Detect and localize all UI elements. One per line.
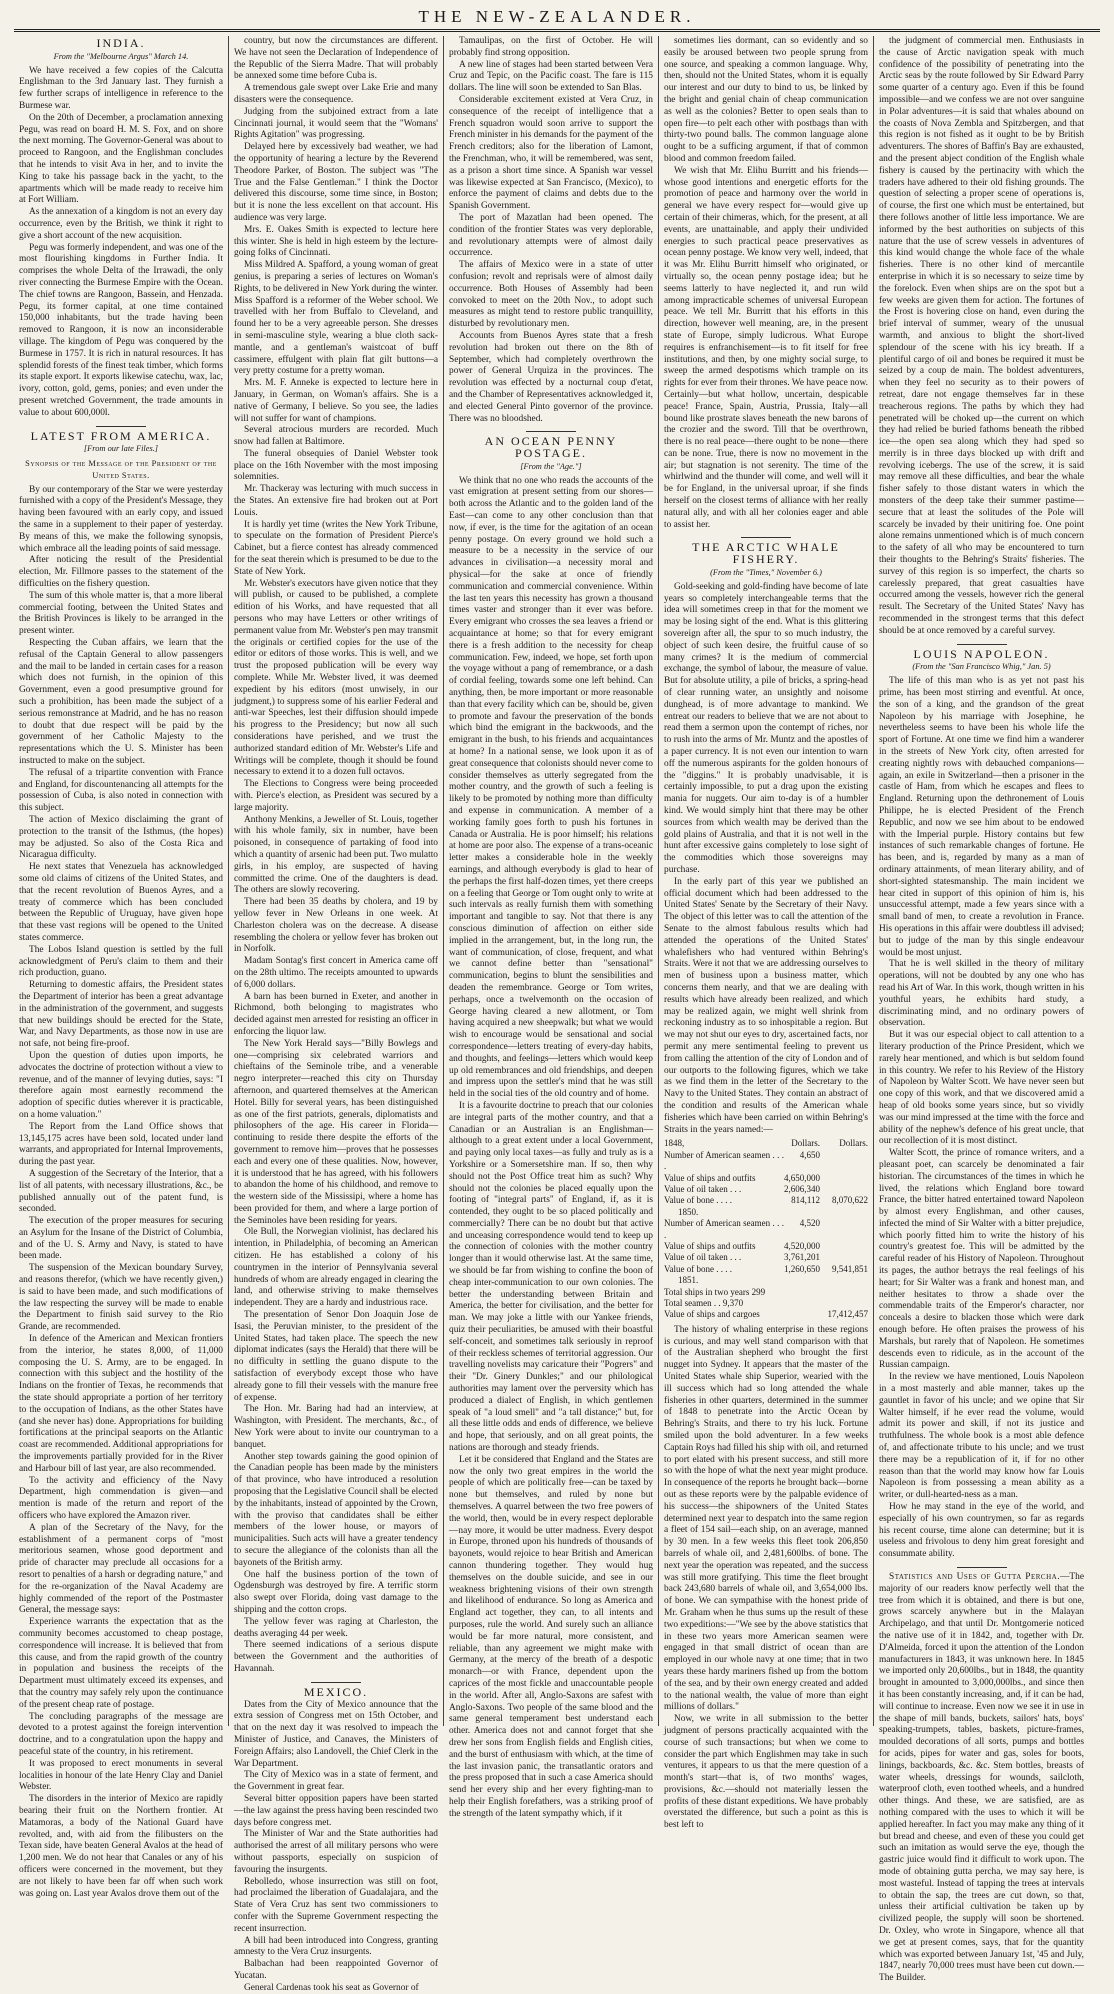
paragraph: country, but now the circumstances are different. We have not seen the Declaration of Independence of the Republic of the Sierra Madre. That will probably be annexed some time before Cuba is.: [234, 36, 438, 82]
america-subhead: Synopsis of the Message of the President of the United States.: [25, 459, 217, 480]
masthead-rule: [14, 29, 1100, 32]
table-cell-label: Value of ships and cargoes: [664, 1309, 760, 1320]
paragraph: Mr. Webster's executors have given notice that they will publish, or caused to be published, a complete edition of his Works, and have requested that all persons who may have Letters or other writings of permanent value from Mr. Webster's pen may transmit the originals or certified copies for the use of the editor or editors of those works. This is well, and we trust the proposed publication will be every way complete. While Mr. Webster lived, it was deemed expedient by his editors (most unwisely, in our judgment,) to suppress some of his earlier Federal and anti-war Speeches, lest their diffusion should impede his progress to the Presidency; but now all such considerations have perished, and we trust the authorized standard edition of Mr. Webster's Life and Writings will be complete, though it should be found necessary to extend it to a dozen full octavos.: [234, 578, 438, 778]
postage-body: [449, 476, 653, 1821]
gutta-paragraph: [879, 1572, 1084, 1985]
table-cell-total: 9,541,851: [832, 1263, 868, 1274]
paragraph: In defence of the American and Mexican frontiers from the interior, he states 8,000, of 11,000 composing the U. S. Army, are to be engaged. In connection with this subject and the hostility of the Indians on the frontier of Texas, he recommends that the state should appropriate a portion of her territory to the occupation of Indians, as the other States have (and she never has) done. Appropriations for building fortifications at the principal seaports on the Atlantic coast are recommended. Additional appropriations for the improvements partially provided for in the River and Harbour bill of last year, are also recommended.: [19, 1334, 223, 1474]
table-rows-1851: [664, 1218, 868, 1275]
india-body: [19, 66, 223, 420]
paragraph: To the activity and efficiency of the Navy Department, high commendation is given—and mention is made of the return and report of the officers who have explored the Amazon river.: [19, 1475, 223, 1522]
paragraph: Miss Mildred A. Spafford, a young woman of great genius, is preparing a series of lectures on Woman's Rights, to be delivered in New York during the winter. Miss Spafford is a reformer of the Weber school. We travelled with her from Buffalo to Cleveland, and found her to be a very agreeable person. She dresses in semi-masculine style, wearing a blue cloth sack-mantle, and a gentleman's waistcoat of buff cassimere, effulgent with plain flat gilt buttons—a very pretty costume for a pretty woman.: [234, 260, 438, 377]
paragraph: The disorders in the interior of Mexico are rapidly bearing their fruit on the Northern frontier. At Matamoras, a body of the National Guard have revolted, and, with aid from the filibusters on the Texan side, have beaten General Avalos at the head of 1,200 men. We do not hear that Canales or any of his officers were concerned in the movement, but they are not likely to have been far off when such work was going on. Last year Avalos drove them out of the: [19, 1794, 223, 1899]
paragraph: Ole Bull, the Norwegian violinist, has declared his intention, in Philadelphia, of becoming an American citizen. He has established a colony of his countrymen in the interior of Pennsylvania several hundreds of whom are already engaged in clearing the land, and otherwise striving to make themselves independent. They are a hardy and industrious race.: [234, 1227, 438, 1309]
table-cell-label: Number of American seamen . . . .: [664, 1149, 784, 1172]
gutta-text: —The majority of our readers know perfectly well that the tree from which it is obtained, and there is but one, grows scarcely anywhere but in the Malayan Archipelago, and that until Dr. Montgomerie noticed the native use of it in 1842, and, together with Dr. D'Almeida, forced it upon the attention of the London manufacturers in 1843, it was unknown here. In 1845 we imported only 20,600lbs., but in 1848, the quantity brought in amounted to 3,000,000lbs., and since then it has been constantly increasing, and, if it can be had, will continue to increase. Even now we see it in use in the shape of mill bands, buckets, sailors' hats, boys' speaking-trumpets, tables, baskets, picture-frames, moulded decorations of all sorts, pumps and bottles for acids, pipes for water and gas, soles for boots, linings, backboards, &c. &c. Stem bottles, breasts of water wheels, dressings for wounds, sailcloth, waterproof cloth, even toothed wheels, and a hundred other things. And these, we are satisfied, are as nothing compared with the uses to which it will be applied hereafter. In fact you may make any thing of it but bread and cheese, and even of these you could get such an imitation as would serve the eye, though the gastric juice would find it difficult to work upon. The mode of obtaining gutta percha, we may say here, is most wasteful. Instead of tapping the trees at intervals to obtain the sap, the trees are cut down, so that, unless their artificial cultivation be taken up by civilized people, the supply will soon be shortened. Dr. Oxley, who wrote in Singapore, whence all that we get at present comes, says, that for the quantity which was exported between January 1st, '45 and July, 1847, nearly 70,000 trees must have been cut down.—The Builder.: [879, 1572, 1084, 1984]
table-dollars-header-2: Dollars.: [839, 1138, 868, 1149]
table-cell-total: 8,070,622: [832, 1195, 868, 1206]
paragraph: One half the business portion of the town of Ogdensburgh was destroyed by fire. A terrific storm also swept over Florida, doing vast damage to the shipping and the cotton crops.: [234, 1569, 438, 1615]
america-body-continued: [234, 36, 438, 1676]
section-divider: [741, 537, 791, 538]
postage-body-continued: [664, 36, 868, 531]
paragraph: The history of whaling enterprise in these regions is curious, and may well stand comparison with that of the Australian shepherd who brought the first nugget into Sydney. It appears that the master of the United States whale ship Superior, wearied with the ill success which had so long attended the whale fisheries in other quarters, determined in the summer of 1848 to penetrate into the Arctic Ocean by Behring's Straits, and there to try his luck. Fortune smiled upon the bold adventurer. In a few weeks Captain Roys had filled his ship with oil, and returned to port elated with his present success, and still more so with the hope of what the next year might produce. In consequence of the reports he brought back—borne out as these reports were by the palpable evidence of his success—the shipowners of the United States determined next year to despatch into the same region a fleet of 154 sail—each ship, on an average, manned by 30 men. In a few weeks this fleet took 206,850 barrels of whale oil, and 2,481,600lbs. of bone. The next year the operation was repeated, and the success was still more gratifying. This time the fleet brought back 243,680 barrels of whale oil, and 3,654,000 lbs. of bone. We can sympathise with the honest pride of Mr. Graham when he thus sums up the result of these two expeditions:—"We see by the above statistics that in these two years more American seamen were engaged in that small district of ocean than are employed in our whole navy at one time; that in two years these hardy mariners fished up from the bottom of the sea, and by their own energy created and added to the national wealth, the value of more than eight millions of dollars.": [664, 1324, 868, 1713]
paragraph: Several atrocious murders are recorded. Much snow had fallen at Baltimore.: [234, 425, 438, 448]
paragraph: Delayed here by excessively bad weather, we had the opportunity of hearing a lecture by the Reverend Theodore Parker, of Boston. The subject was "The True and the False Gentleman." I think the Doctor delivered this discourse, some time since, in Boston; but it is none the less excellent on that account. His audience was very large.: [234, 142, 438, 223]
paragraph: Madam Sontag's first concert in America came off on the 28th ultimo. The receipts amounted to upwards of 6,000 dollars.: [234, 956, 438, 990]
india-title: INDIA.: [96, 36, 146, 50]
paragraph: the judgment of commercial men. Enthusiasts in the cause of Arctic navigation speak with much confidence of the possibility of penetrating into the Arctic seas by the route followed by Sir Edward Parry some quarter of a century ago. Even if this be found impossible—and we confess we are not over sanguine in Polar adventures—it is said that whales abound on the coasts of Nova Zembla and Spitzbergen, and that this region is not fished as it ought to be by British adventurers. The shores of Baffin's Bay are exhausted, and the present abject condition of the English whale fishery is caused by the pertinacity with which the traders have adhered to their old fishing grounds. The question of selecting a proper scene of operations is, of course, the first one which must be entertained, but there follows another of little less importance. We are informed by the best authorities on subjects of this nature that the use of screw vessels in adventures of this kind would change the whole face of the whale fisheries. There is no other kind of mercantile enterprise in which it is so necessary to seize time by the forelock. Even when ships are on the spot but a few weeks are given them for action. The fortunes of the Frost is hovering close on hand, even during the brief interval of summer, weary of the unusual warmth, and anxious to blight the short-lived splendour of the scene with his icy breath. If a plentiful cargo of oil and bones be required it must be seized by a coup de main. The boldest adventurers, when they feel no security as to their powers of retreat, dare not engage themselves far in these treacherous regions. The paths by which they had penetrated will be choked up—the current on which they had relied be buried fathoms beneath the ribbed ice—the open sea along which they had sped so merrily is in three days blocked up with drift and revolving icebergs. The use of the screw, it is said may remove all these difficulties, and bear the whale fisher safely to those distant waters in which the monsters of the deep take their summer pastime—secure that at least the solitudes of the Pole will scarcely be invaded by their unitiring foe. One point alone remains unmentioned which is of much concern to the safety of all who may be encountered to turn their thoughts to the Behring's Straits' fisheries. The survey of this region is so imperfect, the charts so carelessly prepared, that great casualties have occurred among the vessels, however rich the general result. The Secretary of the United States' Navy has recommended in the strongest terms that this defect should be at once removed by a careful survey.: [879, 36, 1084, 636]
paragraph: How he may stand in the eye of the world, and especially of his own countrymen, so far as regards his recent course, time alone can determine; but it is useless and frivolous to deny him great foresight and consummate ability.: [879, 1502, 1084, 1560]
table-row: [664, 1184, 868, 1195]
table-cell-label: Number of American seamen . . . .: [664, 1218, 784, 1240]
paragraph: The New York Herald says—"Billy Bowlegs and one—comprising six celebrated warriors and chieftains of the Seminole tribe, and a venerable negro interpreter—reached this city on Thursday afternoon, and quartered themselves at the American Hotel. Billy for several years, has been distinguished as one of the first patriots, generals, diplomatists and philosophers of the age. His career in Florida—continuing to reside there despite the efforts of the government to remove him—proves that he possesses each and every one of these qualities. Now, however, it is understood that he has agreed, with his followers to abandon the home of his childhood, and remove to the western side of the Mississipi, where a home has been provided for them, and where a large portion of the Seminoles have been residing for years.: [234, 1038, 438, 1226]
paragraph: Respecting the Cuban affairs, we learn that the refusal of the Captain General to allow passengers and the mail to be landed in certain cases for a reason which does not furnish, in the opinion of this Government, even a good presumptive ground for such a prohibition, has been made the subject of a serious remonstrance at Madrid, and he has no reason to doubt that due respect will be paid by the government of her Catholic Majesty to the representations which the U. S. Minister has been instructed to make on the subject.: [19, 638, 223, 767]
table-year-row: [664, 1207, 868, 1218]
paragraph: The Hon. Mr. Baring had had an interview, at Washington, with President. The merchants, &c., of New York were about to invite our countryman to a banquet.: [234, 1404, 438, 1450]
masthead: THE NEW-ZEALANDER.: [418, 7, 696, 26]
america-source: [From our late Files.]: [83, 444, 159, 454]
table-cell-label: Total seamen . . 9,370: [664, 1298, 744, 1308]
paragraph: Mrs. E. Oakes Smith is expected to lecture here this winter. She is held in high esteem by the lecture-going folks of Cincinnati.: [234, 224, 438, 259]
paragraph: Pegu was formerly independent, and was one of the most flourishing kingdoms in Further India. It comprises the whole Delta of the Irrawadi, the only river connecting the Burmese Empire with the Ocean. The chief towns are Rangoon, Bassein, and Henzada. Pegu, its former capital, at one time contained 150,000 inhabitants, but the trade having been removed to Rangoon, it is now an inconsiderable village. The kingdom of Pegu was conquered by the Burmese in 1757. It is rich in natural resources. It has splendid forests of the finest teak timber, which forms its staple export. It exports likewise catechu, wax, lac, ivory, cotton, gold, gems, ponies; and even under the present wretched Government, the trade amounts in value to about 600,000l.: [19, 242, 223, 418]
paragraph: Accounts from Buenos Ayres state that a fresh revolution had broken out there on the 8th of September, which had completely overthrown the power of General Urquiza in the provinces. The revolution was effected by a nocturnal coup d'etat, and the Chamber of Representatives acknowledged it, and elected General Pinto governor of the province. There was no bloodshed.: [449, 330, 653, 424]
paragraph: We have received a few copies of the Calcutta Englishman to the 3rd January last. They furnish a few further scraps of intelligence in reference to the Burmese war.: [19, 65, 223, 111]
whale-fishery-table: [664, 1138, 868, 1321]
table-cell-label: Value of bone . . . .: [664, 1195, 732, 1206]
paragraph: We wish that Mr. Elihu Burritt and his friends—whose good intentions and energetic efforts for the promotion of peace and harmony over the world in general we have every respect for—would give up certain of their chimeras, which, for the present, at all events, are unattainable, and apply their undivided energies to such practical peace preservatives as ocean penny postage. We know very well, indeed, that it was Mr. Elihu Burritt himself who originated, or virtually so, the ocean penny postage idea; but he seems latterly to have neglected it, and run wild among impracticable schemes of universal European peace. We tell Mr. Burritt that his efforts in this direction, however well meaning, are, in the present state of Europe, simply ludicrous. What Europe requires is enfranchisement—is to fit itself for free institutions, and then, by one mighty social surge, to sweep the armed despotisms which trample on its rights for ever from their thrones. We have peace now. Certainly—but what hollow, uncertain, despicable peace! France, Spain, Austria, Prussia, Italy—all bound like prostrate slaves beneath the new barons of the crozier and the sword. Till that be overthrown, there is no real peace—there ought to be none—there can be none. True, there is now no movement in the air; but stagnation is not serenity. The time of the whirlwind and the thunder will come, and well will it be for England, in the universal uproar, if she finds herself on the closest terms of alliance with her really natural ally, and with all her colonies eager and able to assist her.: [664, 165, 868, 530]
paragraph: He next states that Venezuela has acknowledged some old claims of citizens of the United States, and that the recent revolution of Buenos Ayres, and a treaty of commerce which has been concluded between the Republic of Uruguay, have given hope that these vast regions will be opened to the United states commerce.: [19, 862, 223, 943]
paragraph: The presentation of Senor Don Joaquin Jose de Isasi, the Peruvian minister, to the president of the United States, had taken place. The speech the new diplomat indicates (says the Herald) that there will be no difficulty in settling the guano dispute to the satisfaction of everybody except those who have already gone to fill their vessels with the manure free of expense.: [234, 1310, 438, 1403]
table-cell-label: Value of oil taken . . .: [664, 1252, 742, 1263]
paragraph: A tremendous gale swept over Lake Erie and many disasters were the consequence.: [234, 83, 438, 105]
paragraph: Let it be considered that England and the States are now the only two great empires in the world the people of which are politically free—can be taxed by none but themselves, and ruled by none but themselves. A quarrel between the two free powers of the world, then, would be in every respect deplorable—nay more, it would be utter madness. Every despot in Europe, throned upon his hundreds of thousands of bayonets, would rejoice to hear British and American cannon thundering together. They would hug themselves on the double suicide, and see in our weakness brightening visions of their own strength and likelihood of endurance. So long as America and England act together, they can, to all intents and purposes, rule the world. And surely such an alliance would be far more natural, more consistent, and reliable, than any agreement we might make with Germany, at the mercy of the breath of a despotic monarch—or with France, dependent upon the caprices of the most fickle and unaccountable people in the world. After all, Anglo-Saxons are safest with Anglo-Saxons. Two people of the same blood and the same general temperament best understand each other. America does not and cannot forget that she drew her sons from English fields and English cities, and the burst of enthusiasm with which, at the time of the last invasion panic, the transatlantic orators and the press proposed that in such a case America should send her every ship and her every fighting-man to help their English forefathers, was a striking proof of the strength of the latent sympathy which, if it: [449, 1454, 653, 1819]
paragraph: The sum of this whole matter is, that a more liberal commercial footing, between the United States and the British Provinces is likely to be arranged in the present winter.: [19, 590, 223, 637]
table-cell-value: 4,650: [799, 1149, 820, 1160]
section-divider: [96, 426, 146, 427]
table-header-row: [664, 1138, 868, 1149]
column-5: [874, 36, 1089, 1984]
paragraph: It is hardly yet time (writes the New York Tribune, to speculate on the formation of President Pierce's Cabinet, but a fierce contest has already commenced for the seat therein which is presumed to be due to the State of New York.: [234, 519, 438, 577]
table-cell-label: Value of ships and outfits: [664, 1240, 756, 1251]
paragraph: It is a favourite doctrine to preach that our colonies are integral parts of the mother country, and that a Canadian or an Australian is an Englishman—although to a great extent under a local Government, and paying only local taxes—as fully and truly as is a Yorkshire or a Somersetshire man. If so, then why should not the Post Office treat him as such? Why should not the colonies be placed equally upon the footing of "integral parts" of England, if, as it is contended, they ought to be so placed politically and commercially? There can be no doubt but that active and unceasing correspondence would tend to keep up the connection of colonies with the mother country longer than it would otherwise last. At the same time, we should be far from wishing to confine the boon of cheap inter-communication to our own colonies. The better the understanding between Britain and America, the better for civilisation, and the better for man. We may joke a little with our Yankee friends, quiz their peculiarities, be amused with their boastful self-conceit, and sometimes talk seriously in reproof of their reckless schemes of territorial aggression. Our travelling novelists may caricature their "Pogrers" and their "Dr. Ginery Dunkles;" and our philological authorities may lament over the perversity which has produced a dialect of English, in which gentlemen speak of "a loud smell" and "a tall distance;" but, for all these little odds and ends of difference, we believe and hope, that seriously, and on all great points, the nations are thorough and steady friends.: [449, 1100, 653, 1454]
table-year-row: [664, 1275, 868, 1286]
section-divider: [957, 644, 1007, 645]
table-cell-label: Total ships in two years 299: [664, 1286, 766, 1297]
mexico-title: MEXICO.: [303, 1684, 369, 1699]
arctic-title: THE ARCTIC WHALE FISHERY.: [692, 540, 840, 567]
louis-source: (From the "San Francisco Whig," Jan. 5): [912, 662, 1051, 672]
mexico-body-continued: [449, 36, 653, 425]
column-1: [14, 36, 229, 1899]
table-row: [664, 1298, 868, 1309]
paragraph: That he is well skilled in the theory of military operations, will not be doubted by any one who has read his Art of War. In this work, though written in his youthful years, he exhibits hard study, a discriminating mind, and no ordinary powers of observation.: [879, 959, 1084, 1029]
paragraph: The concluding paragraphs of the message are devoted to a protest against the foreign intervention doctrine, and to a congratulation upon the happy and peaceful state of the country, in his retirement.: [19, 1711, 223, 1757]
table-cell-value: [784, 1309, 820, 1320]
table-cell-label: Value of oil taken . . .: [664, 1183, 742, 1194]
table-cell-total: [820, 1218, 868, 1241]
louis-body: [879, 676, 1084, 1561]
paragraph: Balbachan had been reappointed Governor of Yucatan.: [234, 1959, 438, 1981]
paragraph: But it was our especial object to call attention to a literary production of the Prince President, which we rarely hear mentioned, and which is but seldom found in this country. We refer to his Review of the History of Napoleon by Walter Scott. We have never seen but one copy of this work, and that we discovered amid a heap of old books some years since, but so vividly was our mind impressed at the time with the force and ability of the nephew's defence of his great uncle, that our recollection of it is most distinct.: [879, 1030, 1084, 1147]
paragraph: sometimes lies dormant, can so evidently and so easily be aroused between two people sprung from one source, and speaking a common language. Why, then, should not the United States, whom it is equally our interest and our duty to bind to us, be linked by the bright and genial chain of cheap communication as well as the colonies? Better to open seals than to open fire—to pelt each other with postbags than with thirty-two pound balls. The common language alone ought to be a sufficing argument, if that of common blood and common freedom failed.: [664, 36, 868, 164]
paragraph: A suggestion of the Secretary of the Interior, that a list of all patents, with necessary illustrations, &c., be published annually out of the patent fund, is seconded.: [19, 1168, 223, 1215]
paragraph: The action of Mexico disclaiming the grant of protection to the transit of the Isthmus, (the hopes) may be adjusted. So also of the Costa Rica and Nicaragua difficulty.: [19, 815, 223, 861]
table-cell-value: 4,520,000: [784, 1240, 820, 1251]
paragraph: Considerable excitement existed at Vera Cruz, in consequence of the receipt of intelligence that a French squadron would soon arrive to support the French minister in his demands for the payment of the French creditors; also for the liberation of Lamont, the Frenchman, who, it will be remembered, was sent, as a prison a short time since. A Spanish war vessel was likewise expected at San Francisco, (Mexico), to enforce the payment of claims and debts due to the Spanish Government.: [449, 94, 653, 212]
paragraph: The suspension of the Mexican boundary Survey, and reasons therefor, (which we have recently given,) is said to have been made, and such modifications of the law respecting the survey will be made to enable the Department to finish said survey to the Rio Grande, are recommended.: [19, 1263, 223, 1333]
paragraph: The City of Mexico was in a state of ferment, and the Government in great fear.: [234, 1770, 438, 1793]
paragraph: Several bitter opposition papers have been started—the law against the press having been rescinded two days before congress met.: [234, 1793, 438, 1828]
arctic-body: [664, 582, 868, 1136]
paragraph: A bill had been introduced into Congress, granting amnesty to the Vera Cruz insurgents.: [234, 1935, 438, 1958]
paragraph: After noticing the result of the Presidential election, Mr. Fillmore passes to the statement of the difficulties on the fishery question.: [19, 555, 223, 590]
paragraph: Judging from the subjoined extract from a late Cincinnati journal, it would seem that the "Womans' Rights Agitation" was progressing.: [234, 106, 438, 141]
table-cell-total: [820, 1298, 868, 1309]
column-3: [444, 36, 659, 1819]
table-cell-label: Value of bone . . . .: [664, 1263, 732, 1274]
paragraph: Tamaulipas, on the first of October. He will probably find strong opposition.: [449, 36, 653, 58]
paragraph: Walter Scott, the prince of romance writers, and a pleasant poet, can scarcely be denominated a fair historian. The circumstances of the times in which he lived, the relations which England bore toward France, the bitter hatred entertained toward Napoleon by almost every Englishman, and other causes, infected the mind of Sir Walter with a bitter prejudice, which poorly fitted him to write the history of his country's greatest foe. This will be admitted by the careful reader of his History of Napoleon. Throughout its pages, the author betrays the real feelings of his heart; for Sir Walter was a frank and honest man, and neither hesitates to throw a shade over the commendable traits of the Emperor's character, nor conceals a desire to blacken those which were dark enough before. He often praises the prowess of his Marshals, but rarely that of Napoleon. He sometimes descends even to ridicule, as in the account of the Russian campaign.: [879, 1148, 1084, 1371]
paragraph: A barn has been burned in Exeter, and another in Richmond, both belonging to magistrates who decided against men arrested for resisting an officer in enforcing the liquor law.: [234, 991, 438, 1037]
table-cell-value: 3,761,201: [784, 1252, 820, 1263]
table-row: [664, 1264, 868, 1275]
table-cell-total: [820, 1252, 868, 1263]
table-cell-total: 17,412,457: [827, 1309, 868, 1320]
paragraph: General Cardenas took his seat as Governor of: [244, 1982, 419, 1993]
paragraph: By our contemporary of the Star we were yesterday furnished with a copy of the President's Message, they having been favoured with an early copy, and issued the same in a supplement to their paper of yesterday. By means of this, we make the following synopsis, which embrace all the leading points of said message.: [19, 484, 223, 554]
table-cell-value: 2,606,340: [784, 1183, 820, 1194]
paragraph: Anthony Menkins, a Jeweller of St. Louis, together with his whole family, six in number, have been poisoned, in consequence of partaking of food into which a quantity of arsenic had been put. Two mulatto girls, in his employ, are suspected of having committed the crime. One of the daughters is dead. The others are slowly recovering.: [234, 814, 438, 896]
arctic-source: (From the "Times," November 6.): [710, 568, 822, 578]
table-row: [664, 1150, 868, 1173]
paragraph: Another step towards gaining the good opinion of the Canadian people has been made by the ministers of that province, who have introduced a resolution proposing that the Legislative Council shall be elected by the inhabitants, instead of appointed by the Crown, with the proviso that candidates shall be either members of the lower house, or mayors of municipalities. Such acts will have a greater tendency to secure the allegiance of the colonists than all the bayonets of the British army.: [234, 1451, 438, 1568]
table-row: [664, 1309, 868, 1320]
paragraph: There had been 35 deaths by cholera, and 19 by yellow fever in New Orleans in one week. At Charleston cholera was on the decrease. A disease resembling the cholera or yellow fever has broken out in Norfolk.: [234, 897, 438, 955]
postage-source: [From the "Age."]: [520, 461, 582, 471]
paragraph: Experience warrants the expectation that as the community becomes accustomed to cheap postage, correspondence will increase. It is believed that from this cause, and from the rapid growth of the country in population and business the receipts of the Department must ultimately exceed its expenses, and that the country may safely rely upon the continuance of the present cheap rate of postage.: [19, 1617, 223, 1710]
paragraph: The Elections to Congress were being proceeded with. Pierce's election, as President was secured by a large majority.: [234, 779, 438, 813]
paragraph: We think that no one who reads the accounts of the vast emigration at present setting from our shores—both across the Atlantic and to the golden land of the East—can come to any other conclusion than that now, if ever, is the time for the agitation of an ocean penny postage. On every ground we hold such a measure to be a necessity in the service of our advances in civilisation—a necessity moral and physical—for the sake at once of friendly communication and commercial convenience. Within the last ten years this necessity has grown a thousand times vaster and stronger than it ever was before. Every emigrant who crosses the sea leaves a friend or acquaintance at home; so that for every emigrant there is a fresh addition to the necessity for cheap communication. Few, indeed, we hope, set forth upon the voyage without a pang of remembrance, or a dash of cordial feeling, towards some one left behind. Can anything, then, be more important or more reasonable than that every facility which can be, should be, given to promote and favour the preservation of the bonds which bind the emigrant in the backwoods, and the emigrant in the bush, to his friends and acquaintances at home? In a national sense, we look upon it as of great consequence that colonists should never come to consider themselves as utterly segregated from the mother country, and the growth of such a feeling is likely to be promoted by nothing more than difficulty and expense in communication. A member of a working family goes forth to push his fortunes in Canada or Australia. He is poor himself; his relations at home are poor also. The expense of a trans-oceanic letter makes a considerable hole in the weekly earnings, and although everybody is glad to hear of the perhaps the first half-dozen times, yet there creeps on a feeling that George or Tom ought only to write at such intervals as really furnish them with something important and tangible to say. Not that there is any conscious diminution of affection on either side implied in the arrangement, but, in the long run, the want of communication, of close, frequent, and what we cannot define better than "sensational" communication, begins to blunt the sensibilities and deaden the remembrance. George or Tom writes, perhaps, once a twelvemonth on the occasion of George having cleared a new allotment, or Tom having acquired a new sheepwalk; but what we would wish to encourage would be sensational and social correspondence—letters treating of every-day habits, and thoughts, and feelings—letters which would keep up old remembrances and old friendships, and deepen and impress upon the settler's mind that he was still held in the social ties of the old country and of home.: [449, 475, 653, 1100]
paragraph: The life of this man who is as yet not past his prime, has been most stirring and eventful. At once, the son of a king, and the grandson of the great Napoleon by his marriage with Josephine, he nevertheless seems to have been his whole life the sport of Fortune. At one time we find him a wanderer in the streets of New York city, often arrested for creating nightly rows with debauched companions—again, an exile in Switzerland—then a prisoner in the castle of Ham, from which he escapes and flees to England. Returning upon the dethronement of Louis Philippe, he is elected President of the French Republic, and now we see him about to be endowed with the Imperial purple. History contains but few instances of such remarkable changes of fortune. He has been, and is, regarded by many as a man of ordinary attainments, of mean literary ability, and of short-sighted statesmanship. The main incident we hear cited in support of this opinion of him is, his unsuccessful attempt, made a few years since with a small band of men, to create a revolution in France. His operations in this affair were doubtless ill advised; but to judge of the man by this single endeavour would be most unjust.: [879, 676, 1084, 958]
gutta-lead: Statistics and Uses of Gutta Percha.: [889, 1572, 1061, 1582]
paragraph: The Lobos Island question is settled by the full acknowledgment of Peru's claim to them and their rich production, guano.: [19, 944, 223, 979]
table-cell-value: 1,260,650: [784, 1263, 820, 1274]
section-divider: [957, 1567, 1007, 1568]
table-rows-totals: [664, 1287, 868, 1321]
paragraph: Now, we write in all submission to the better judgment of persons practically acquainted with the course of such transactions; but when we come to consider the part which Englishmen may take in such ventures, it appears to us that the mere question of a month's start—that is, of two months' wages, provisions, &c.—should not materially lessen the profits of these distant expeditions. We have probably overstated the difference, but such a point as this is best left to: [664, 1714, 868, 1831]
america-title: LATEST FROM AMERICA.: [30, 428, 212, 443]
paragraph: In the early part of this year we published an official document which had been addressed to the United States' Senate by the Secretary of their Navy. The object of this letter was to call the attention of the Senate to the almost fabulous results which had attended the operations of the United States' whalefishers who had ventured within Behring's Straits. Were it not that we are addressing ourselves to men of business upon a business matter, which concerns them nearly, and that we are dealing with results which have already been realized, and which may be realized again, we might well shrink from reckoning industry as to so inhospitable a region. But we may not shut our eyes to dry, ascertained facts, nor permit any mere sentimental feeling to prevent us from calling the attention of the city of London and of our outports to the following figures, which we take as we find them in the letter of the Secretary to the Navy to the United States. They contain an abstract of the condition and results of the American whale fisheries which have been carried on within Behring's Straits in the years named:—: [664, 876, 868, 1135]
arctic-body-continued: [664, 1325, 868, 1832]
paragraph: There seemed indications of a serious dispute between the Government and the authorities of Havannah.: [234, 1640, 438, 1674]
paragraph: On the 20th of December, a proclamation annexing Pegu, was read on board H. M. S. Fox, and on shore the next morning. The Governor-General was about to proceed to Rangoon, and the Englishman concludes that he intends to visit Ava in her, and to invite the King to take his passage back in the yacht, to the apartments which will be made ready to receive him at Fort William.: [19, 112, 223, 206]
paragraph: Upon the question of duties upon imports, he advocates the doctrine of protection without a view to revenue, and of the manner of levying duties, says: "I therefore again most earnestly recommend the adoption of specific duties wherever it is practicable, on a home valuation.": [19, 1050, 223, 1120]
table-row: [664, 1195, 868, 1206]
table-cell-value: [784, 1298, 820, 1309]
paragraph: Mr. Thackeray was lecturing with much success in the States. An extensive fire had broken out at Port Louis.: [234, 484, 438, 518]
table-rows-1850: [664, 1150, 868, 1207]
table-year-1848: 1848,: [664, 1138, 685, 1149]
table-row: [664, 1241, 868, 1252]
paragraph: As the annexation of a kingdom is not an every day occurrence, even by the British, we think it right to give a short account of the new acquisition.: [19, 207, 223, 241]
paragraph: Rebolledo, whose insurrection was still on foot, had proclaimed the liberation of Guadalajara, and the State of Vera Cruz has sent two commissioners to confer with the Supreme Government respecting the recent insurrection.: [234, 1876, 438, 1934]
table-dollars-header: Dollars.: [791, 1138, 820, 1149]
column-2: [229, 36, 444, 1993]
table-cell-value: 814,112: [791, 1195, 820, 1206]
table-cell-value: 4,650,000: [784, 1172, 820, 1183]
arctic-body-final: [879, 36, 1084, 638]
mexico-body: [234, 1700, 438, 1994]
table-cell-total: [820, 1287, 868, 1298]
table-cell-value: [784, 1287, 820, 1298]
india-source: From the "Melbourne Argus" March 14.: [53, 51, 189, 61]
paragraph: A new line of stages had been started between Vera Cruz and Tepic, on the Pacific coast. The fare is 115 dollars. The line will soon be extended to San Blas.: [449, 59, 653, 94]
table-row: [664, 1287, 868, 1298]
america-body: [19, 485, 223, 1901]
louis-title: LOUIS NAPOLEON.: [913, 646, 1050, 661]
postage-title: AN OCEAN PENNY POSTAGE.: [484, 434, 618, 461]
table-cell-label: Value of ships and outfits: [664, 1172, 756, 1183]
columns: [14, 36, 1100, 1993]
section-divider: [526, 431, 576, 432]
paragraph: The yellow fever was raging at Charleston, the deaths averaging 44 per week.: [234, 1616, 438, 1639]
table-row: [664, 1173, 868, 1184]
table-cell-total: [820, 1150, 868, 1173]
table-row: [664, 1252, 868, 1263]
paragraph: The execution of the proper measures for securing an Asylum for the Insane of the District of Columbia, and of the U. S. Army and Navy, is stated to have been made.: [19, 1216, 223, 1262]
table-cell-total: [820, 1173, 868, 1184]
table-year-1850: 1850.: [678, 1206, 699, 1217]
paragraph: The refusal of a tripartite convention with France and England, for discountenancing all attempts for the possession of Cuba, is also noted in connection with this subject.: [19, 767, 223, 814]
table-cell-total: [820, 1184, 868, 1195]
section-divider: [311, 1682, 361, 1683]
paragraph: The Report from the Land Office shows that 13,145,175 acres have been sold, located under land warrants, and appropriated for Internal Improvements, during the past year.: [19, 1121, 223, 1168]
table-cell-value: 4,520: [799, 1218, 820, 1229]
paragraph: Dates from the City of Mexico announce that the extra session of Congress met on 15th October, and that on the next day it was resolved to impeach the Minister of Justice, and Canaves, the Ministers of Foreign Affairs; also Landovell, the Chief Clerk in the War Department.: [234, 1699, 438, 1769]
table-row: [664, 1218, 868, 1241]
table-year-1851: 1851.: [678, 1275, 699, 1286]
paragraph: It was proposed to erect monuments in several localities in honour of the late Henry Clay and Daniel Webster.: [19, 1758, 223, 1793]
table-cell-total: [820, 1241, 868, 1252]
column-4: [659, 36, 874, 1831]
paragraph: A plan of the Secretary of the Navy, for the establishment of a permanent corps of "most meritorious seamen, whose good deportment and pride of character may preclude all occasions for a resort to penalties of a harsh or degrading nature," and for the re-organization of the Naval Academy are highly commended of the report of the Postmaster General, the message says:: [19, 1522, 223, 1616]
paragraph: The affairs of Mexico were in a state of utter confusion; revolt and reprisals were of almost daily occurrence. Both Houses of Assembly had been convoked to meet on the 20th Nov., to adopt such measures as might tend to restore public tranquillity, disturbed by revolutionary men.: [449, 260, 653, 330]
paragraph: Gold-seeking and gold-finding have become of late years so completely interchangeable terms that the idea will sometimes creep in that for the moment we may be losing sight of the end. What is this glittering sovereign after all, the spur to so much industry, the object of such keen desire, the fruitful cause of so many crimes? It is the medium of commercial exchange, the symbol of labour, the measure of value. But for absolute utility, a pile of bricks, a spring-head of clear running water, an unsightly and noisome dunghead, is of more advantage to mankind. We entreat our readers to believe that we are not about to read them a sermon upon the contempt of riches, nor to rush into the arms of Mr. Muntz and the apostles of a paper currency. It is not even our intention to warn off the numerous aspirants for the golden honours of the "diggins." It is probably unadvisable, it is certainly impossible, to put a drag upon the existing mania for nuggets. Our aim to-day is of a humbler kind. We would simply hint that there may be other sources from which wealth may be derived than the gold plains of Australia, and that it is not well in the hunt after excessive gains completely to lose sight of the commodities which those sovereigns may purchase.: [664, 581, 868, 875]
paragraph: Mrs. M. F. Anneke is expected to lecture here in January, in German, on Woman's affairs. She is a native of Germany, I believe. So you see, the ladies will not suffer for want of champions.: [234, 378, 438, 424]
paragraph: The funeral obsequies of Daniel Webster took place on the 16th November with the most imposing solemnities.: [234, 448, 438, 483]
paragraph: In the review we have mentioned, Louis Napoleon in a most masterly and able manner, takes up the gauntlet in favor of his uncle; and we opine that Sir Walter himself, if he ever read the volume, would admit its power and skill, if not its justice and truthfulness. The whole book is a most able defence of, and affectionate tribute to his uncle; and we trust there may be a republication of it, if for no other reason than that the world may know how far Louis Napoleon is from possessing a mean ability as a writer, or dull-hearted-ness as a man.: [879, 1372, 1084, 1501]
paragraph: The port of Mazatlan had been opened. The condition of the frontier States was very deplorable, and revolutionary attempts were of almost daily occurrence.: [449, 212, 653, 259]
paragraph: Returning to domestic affairs, the President states the Department of interior has been a great advantage in the administration of the government, and suggests that new buildings should be erected for the State, War, and Navy Departments, as those now in use are not safe, not being fire-proof.: [19, 980, 223, 1050]
paragraph: The Minister of War and the State authorities had authorised the arrest of all military persons who were without passports, especially on suspicion of favouring the insurgents.: [234, 1829, 438, 1875]
